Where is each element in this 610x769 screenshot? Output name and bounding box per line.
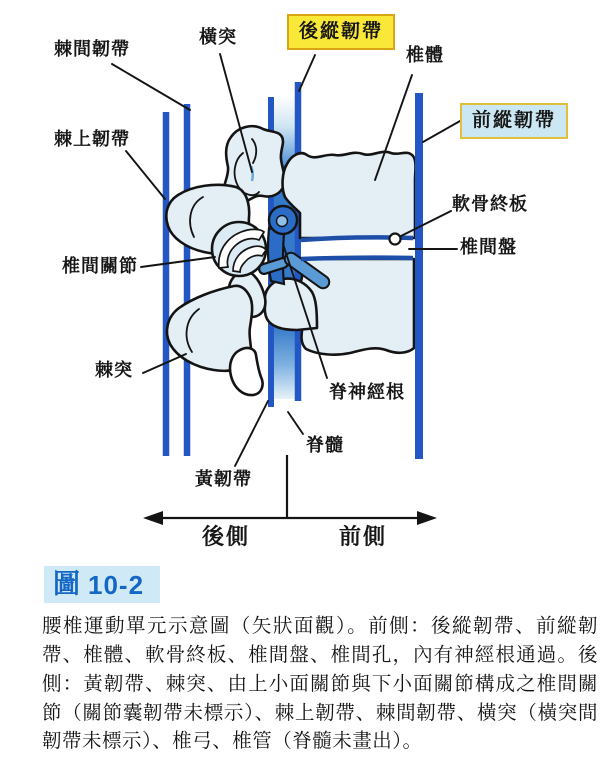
- inferior-articular-hook: [230, 348, 263, 395]
- label-interspinous-ligament: 棘間韌帶: [54, 39, 130, 59]
- label-spinal-cord: 脊髓: [306, 435, 344, 455]
- facet-joint-circle: [212, 222, 266, 276]
- label-anterior-side: 前側: [339, 524, 388, 549]
- figure-number: 10-2: [88, 569, 145, 600]
- label-facet-joint: 椎間關節: [62, 256, 138, 276]
- figure-word: 圖: [53, 569, 80, 599]
- arrow-left-icon: [143, 511, 163, 525]
- figure-caption-text: 腰椎運動單元示意圖（矢狀面觀）。前側：後縱韌帶、前縱韌帶、椎體、軟骨終板、椎間盤、椎間孔，內有神經根通過。後側：黃韌帶、棘突、由上小面關節與下小面關節構成之椎間關節（關節囊韌帶未標示）、棘上韌帶、棘間韌帶、橫突（橫突間韌帶未標示）、椎弓、椎管（脊髓未畫出）。: [42, 615, 598, 753]
- label-spinal-nerve-root: 脊神經根: [329, 382, 405, 402]
- label-cartilage-endplate: 軟骨終板: [452, 194, 528, 214]
- disc-lower-line: [301, 258, 413, 259]
- upper-vertebral-body: [283, 152, 416, 238]
- arrow-right-icon: [417, 511, 437, 525]
- label-posterior-longitudinal-ligament: 後縱韌帶: [287, 14, 395, 50]
- endplate-marker-circle: [390, 234, 401, 245]
- label-transverse-process: 橫突: [199, 27, 237, 47]
- figure-number-band: [44, 566, 160, 603]
- label-intervertebral-disc: 椎間盤: [460, 237, 517, 257]
- label-posterior-side: 後側: [202, 524, 251, 549]
- label-vertebral-body: 椎體: [406, 45, 444, 65]
- label-supraspinous-ligament: 棘上韌帶: [54, 129, 130, 149]
- label-anterior-longitudinal-ligament: 前縱韌帶: [460, 103, 568, 139]
- direction-axis: [143, 455, 437, 525]
- label-spinous-process: 棘突: [95, 360, 133, 380]
- label-ligamentum-flavum: 黃韌帶: [195, 469, 252, 489]
